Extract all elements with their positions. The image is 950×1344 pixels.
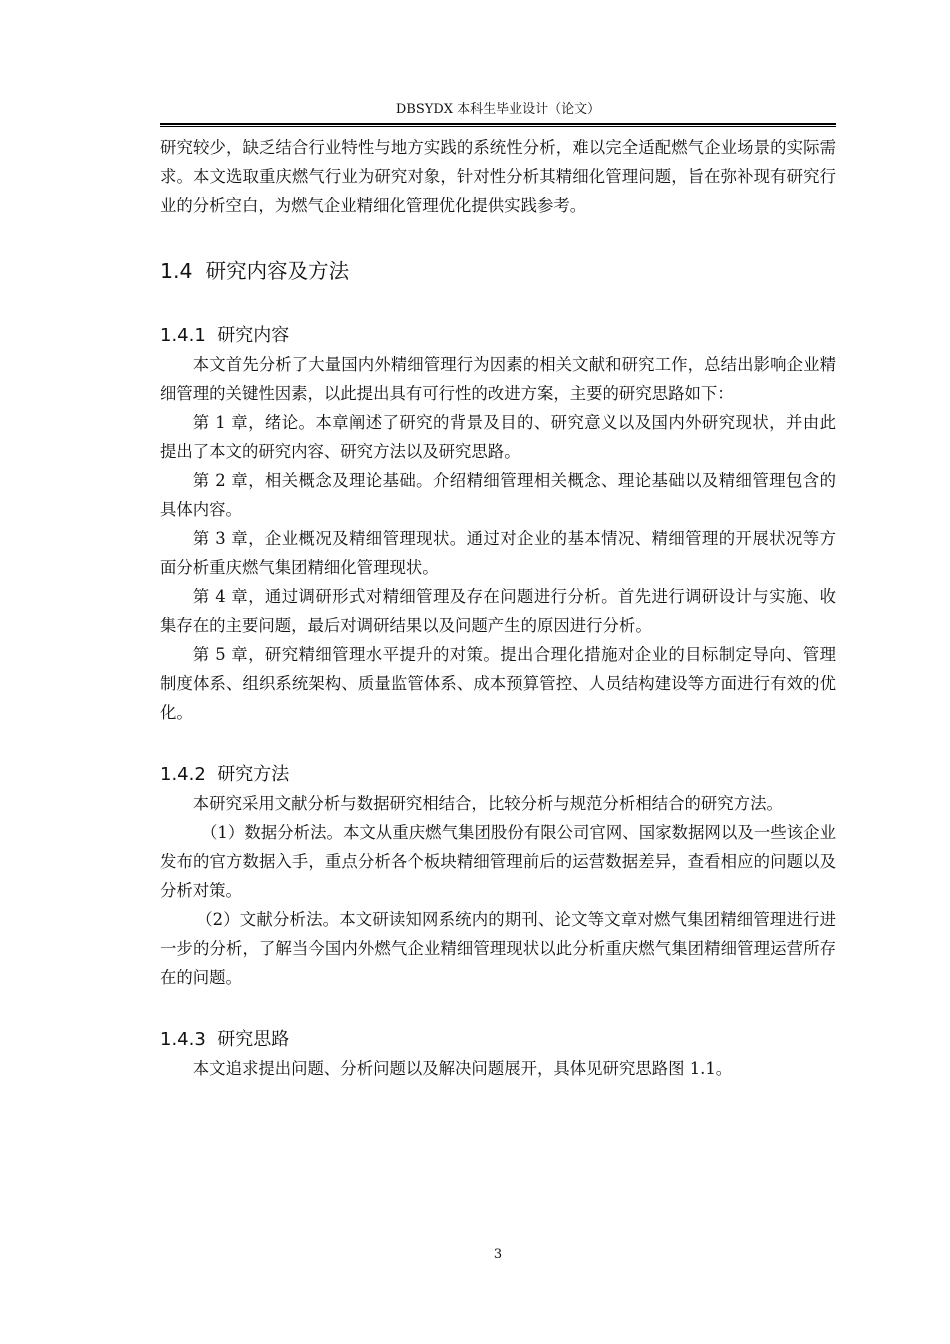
subsection-heading-1-4-3 bbox=[160, 1026, 836, 1054]
subsection-title: 研究内容 bbox=[217, 325, 290, 346]
subsection-number: 1.4.1 bbox=[160, 325, 206, 346]
subsection-number: 1.4.3 bbox=[160, 1029, 206, 1050]
section-title: 研究内容及方法 bbox=[205, 259, 350, 283]
subsection-title: 研究方法 bbox=[217, 764, 290, 785]
header-divider bbox=[160, 123, 836, 127]
section-number: 1.4 bbox=[160, 259, 193, 283]
subsection-number: 1.4.2 bbox=[160, 764, 206, 785]
paragraph: 第 4 章，通过调研形式对精细管理及存在问题进行分析。首先进行调研设计与实施、收集存在的主要问题，最后对调研结果以及问题产生的原因进行分析。 bbox=[160, 587, 836, 635]
subsection-heading-1-4-1 bbox=[160, 322, 836, 350]
subsection-heading-1-4-2 bbox=[160, 761, 836, 789]
page-body bbox=[160, 133, 836, 1083]
section-heading-1-4 bbox=[160, 256, 836, 286]
paragraph: 第 3 章，企业概况及精细管理现状。通过对企业的基本情况、精细管理的开展状况等方面分析重庆燃气集团精细化管理现状。 bbox=[160, 529, 836, 577]
paragraph: 本研究采用文献分析与数据研究相结合，比较分析与规范分析相结合的研究方法。 bbox=[192, 794, 783, 813]
paragraph: 第 1 章，绪论。本章阐述了研究的背景及目的、研究意义以及国内外研究现状，并由此提出了本文的研究内容、研究方法以及研究思路。 bbox=[160, 413, 836, 461]
intro-paragraph: 研究较少，缺乏结合行业特性与地方实践的系统性分析，难以完全适配燃气企业场景的实际需求。本文选取重庆燃气行业为研究对象，针对性分析其精细化管理问题，旨在弥补现有研究行业的分析空白，为燃气企业精细化管理优化提供实践参考。 bbox=[160, 138, 836, 215]
paragraph: （1）数据分析法。本文从重庆燃气集团股份有限公司官网、国家数据网以及一些该企业发布的官方数据入手，重点分析各个板块精细管理前后的运营数据差异，查看相应的问题以及分析对策。 bbox=[160, 823, 836, 900]
page-number: 3 bbox=[493, 1247, 503, 1262]
paragraph: 第 2 章，相关概念及理论基础。介绍精细管理相关概念、理论基础以及精细管理包含的具体内容。 bbox=[160, 471, 836, 519]
paragraph: 本文追求提出问题、分析问题以及解决问题展开，具体见研究思路图 1.1。 bbox=[192, 1059, 733, 1078]
paragraph: 本文首先分析了大量国内外精细管理行为因素的相关文献和研究工作，总结出影响企业精细管理的关键性因素，以此提出具有可行性的改进方案，主要的研究思路如下： bbox=[160, 355, 836, 403]
paragraph: 第 5 章，研究精细管理水平提升的对策。提出合理化措施对企业的目标制定导向、管理制度体系、组织系统架构、质量监管体系、成本预算管控、人员结构建设等方面进行有效的优化。 bbox=[160, 645, 836, 722]
subsection-title: 研究思路 bbox=[217, 1029, 290, 1050]
page-header: DBSYDX 本科生毕业设计（论文） bbox=[395, 102, 601, 117]
paragraph: （2）文献分析法。本文研读知网系统内的期刊、论文等文章对燃气集团精细管理进行进一步的分析，了解当今国内外燃气企业精细管理现状以此分析重庆燃气集团精细管理运营所存在的问题。 bbox=[160, 910, 836, 987]
